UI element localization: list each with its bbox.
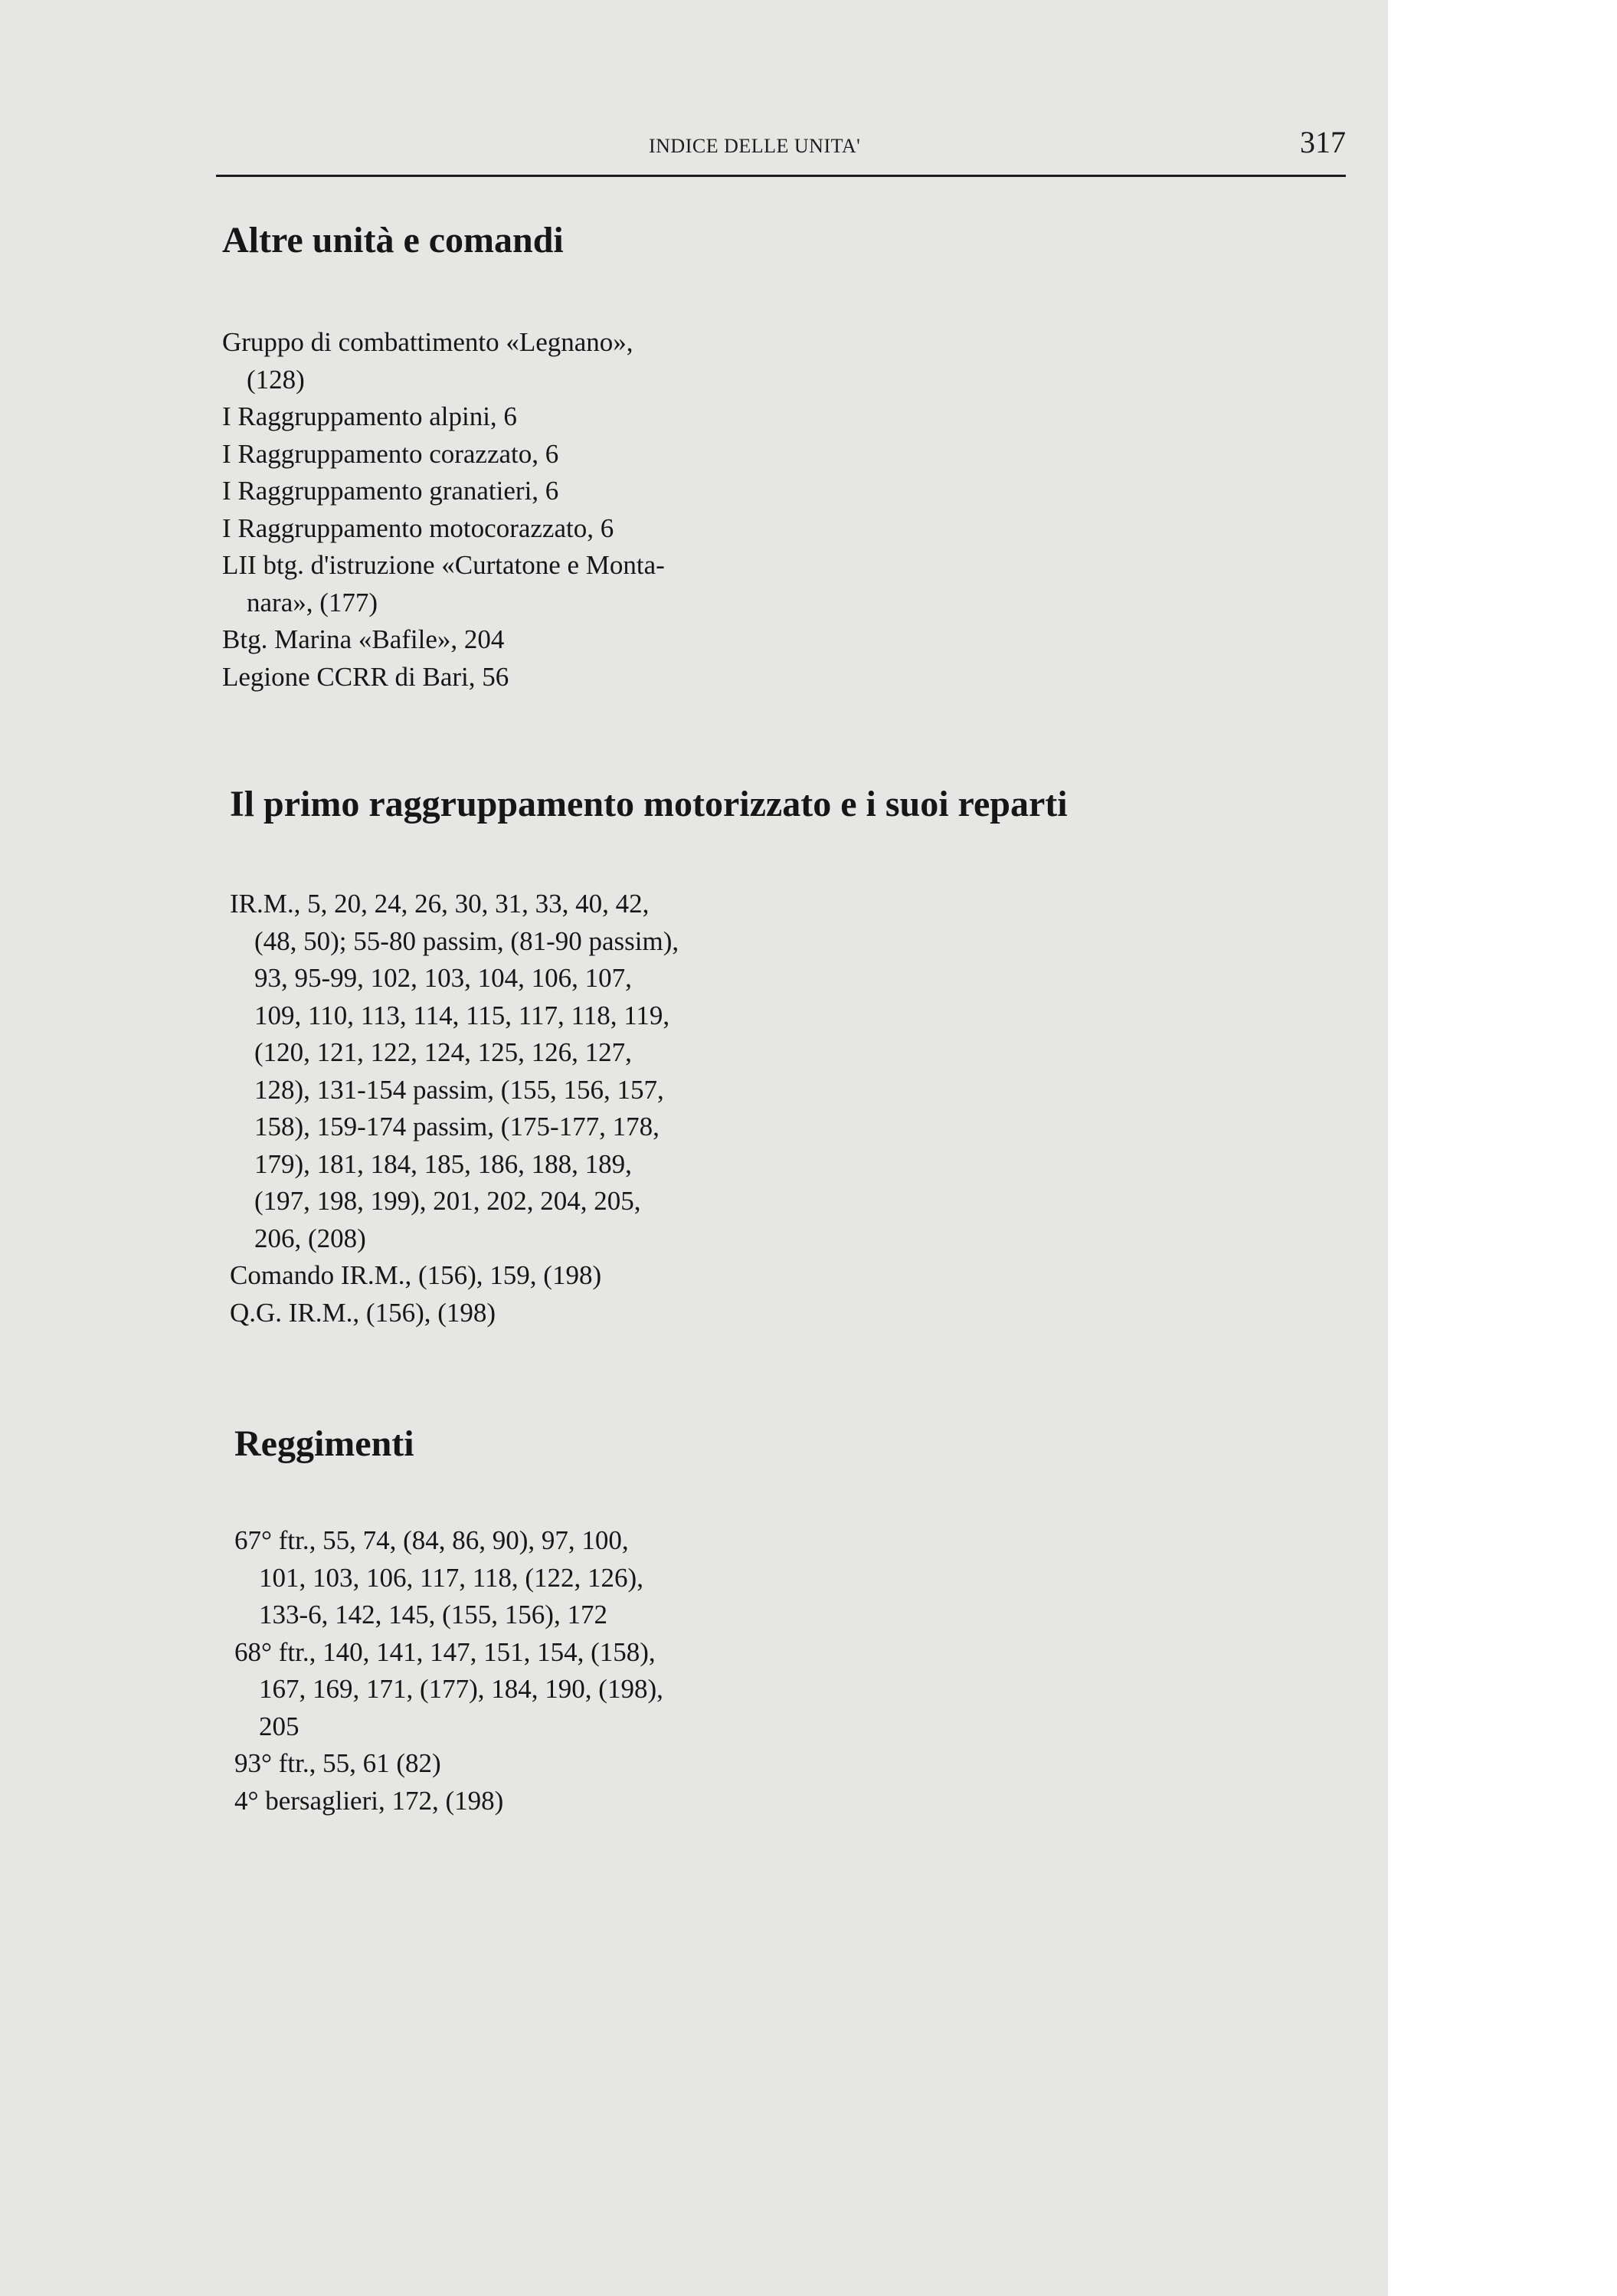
section-primo-raggruppamento [230,781,1195,1331]
section-reggimenti [234,1421,817,1819]
index-entry-list [234,1522,817,1819]
index-entry: Q.G. IR.M., (156), (198) [230,1297,496,1328]
index-entry: I Raggruppamento motocorazzato, 6 [222,513,614,543]
index-entry-list [222,324,804,696]
index-entry: I Raggruppamento corazzato, 6 [222,438,559,469]
section-title: Il primo raggruppamento motorizzato e i suoi reparti [230,784,1068,824]
index-entry: Legione CCRR di Bari, 56 [222,661,509,692]
index-entry: I Raggruppamento granatieri, 6 [222,476,559,506]
index-entry: I Raggruppamento alpini, 6 [222,401,517,431]
index-entry: 4° bersaglieri, 172, (198) [234,1785,504,1816]
index-entry: 93° ftr., 55, 61 (82) [234,1748,441,1778]
running-head: INDICE DELLE UNITA' [649,135,861,157]
page-number: 317 [1300,125,1346,159]
index-entry: 67° ftr., 55, 74, (84, 86, 90), 97, 100, 101, 103, 106, 117, 118, (122, 126), 133-6, 142, 145, (155, 156), 172 [234,1525,643,1629]
section-altre-unita [222,218,804,696]
index-entry: 68° ftr., 140, 141, 147, 151, 154, (158), 167, 169, 171, (177), 184, 190, (198), 205 [234,1636,663,1741]
index-entry: Gruppo di combattimento «Legnano», (128) [222,327,633,395]
section-title: Altre unità e comandi [222,220,564,260]
index-entry: Btg. Marina «Bafile», 204 [222,624,505,654]
page-header [216,120,1346,177]
index-entry-list [230,886,1195,1331]
scan-margin [1388,0,1617,2296]
section-title: Reggimenti [234,1423,414,1464]
index-entry: Comando IR.M., (156), 159, (198) [230,1260,602,1290]
index-entry: LII btg. d'istruzione «Curtatone e Monta- nara», (177) [222,550,665,617]
index-entry: IR.M., 5, 20, 24, 26, 30, 31, 33, 40, 42, (48, 50); 55-80 passim, (81-90 passim), 93, 95-99, 102, 103, 104, 106, 107, 109, 110, 113, 114, 115, 117, 118, 119, (120, 121, 122, 124, 125, 126, 127, 128), 131-154 passim, (155, 156, 157, 158), 159-174 passim, (175-177, 178, 179), 181, 184, 185, 186, 188, 189, (197, 198, 199), 201, 202, 204, 205, 206, (208) [230,889,679,1253]
